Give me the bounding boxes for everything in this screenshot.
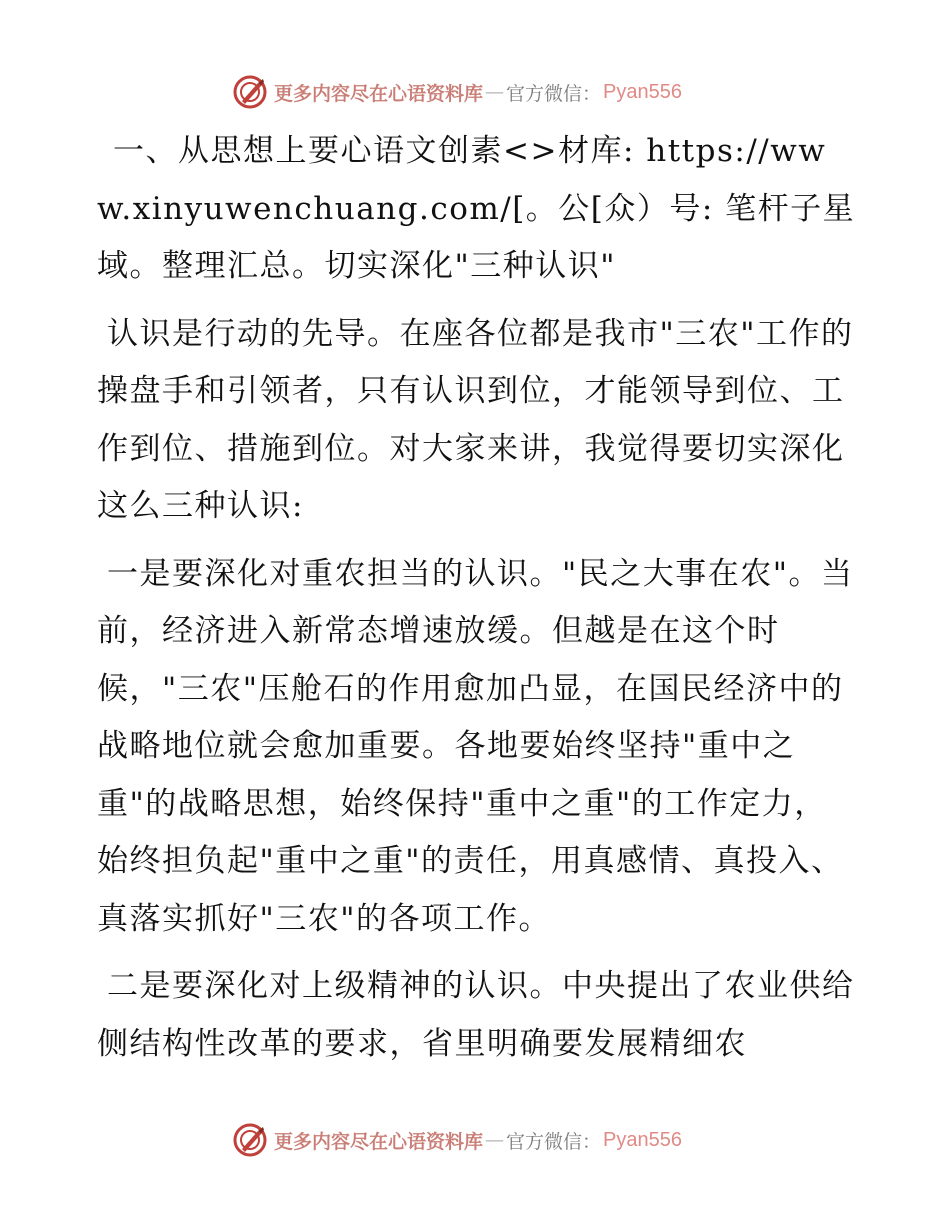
banner-dash: —: [485, 1129, 505, 1151]
paragraph-3: 一是要深化对重农担当的认识。"民之大事在农"。当前，经济进入新常态增速放缓。但越是在这个时候，"三农"压舱石的作用愈加凸显，在国民经济中的战略地位就会愈加重要。各地要始终坚持"重中之重"的战略思想，始终保持"重中之重"的工作定力，始终担负起"重中之重"的责任，用真感情、真投入、真落实抓好"三农"的各项工作。: [97, 555, 854, 937]
banner-slogan: 更多内容尽在心语资料库: [274, 1130, 484, 1153]
banner-wechat-id: Pyan556: [603, 80, 682, 103]
banner-wechat-id: Pyan556: [603, 1128, 682, 1151]
banner-wechat-label: 官方微信：: [506, 1130, 602, 1153]
header-banner: [0, 72, 950, 112]
footer-banner: [0, 1120, 950, 1160]
banner-dash: —: [485, 81, 505, 103]
paragraph-4: 二是要深化对上级精神的认识。中央提出了农业供给侧结构性改革的要求，省里明确要发展精细农: [97, 968, 855, 1062]
brand-logo-icon: [232, 74, 268, 110]
brand-logo-icon: [232, 1122, 268, 1158]
banner-wechat-label: 官方微信：: [506, 82, 602, 105]
document-body: [97, 123, 857, 1083]
banner-slogan: 更多内容尽在心语资料库: [274, 82, 484, 105]
paragraph-1: 一、从思想上要心语文创素<>材库: https://www.xinyuwenchuang.com/[。公[众）号: 笔杆子星域。整理汇总。切实深化"三种认识": [97, 133, 856, 284]
paragraph-2: 认识是行动的先导。在座各位都是我市"三农"工作的操盘手和引领者，只有认识到位，才能领导到位、工作到位、措施到位。对大家来讲，我觉得要切实深化这么三种认识:: [97, 315, 854, 524]
